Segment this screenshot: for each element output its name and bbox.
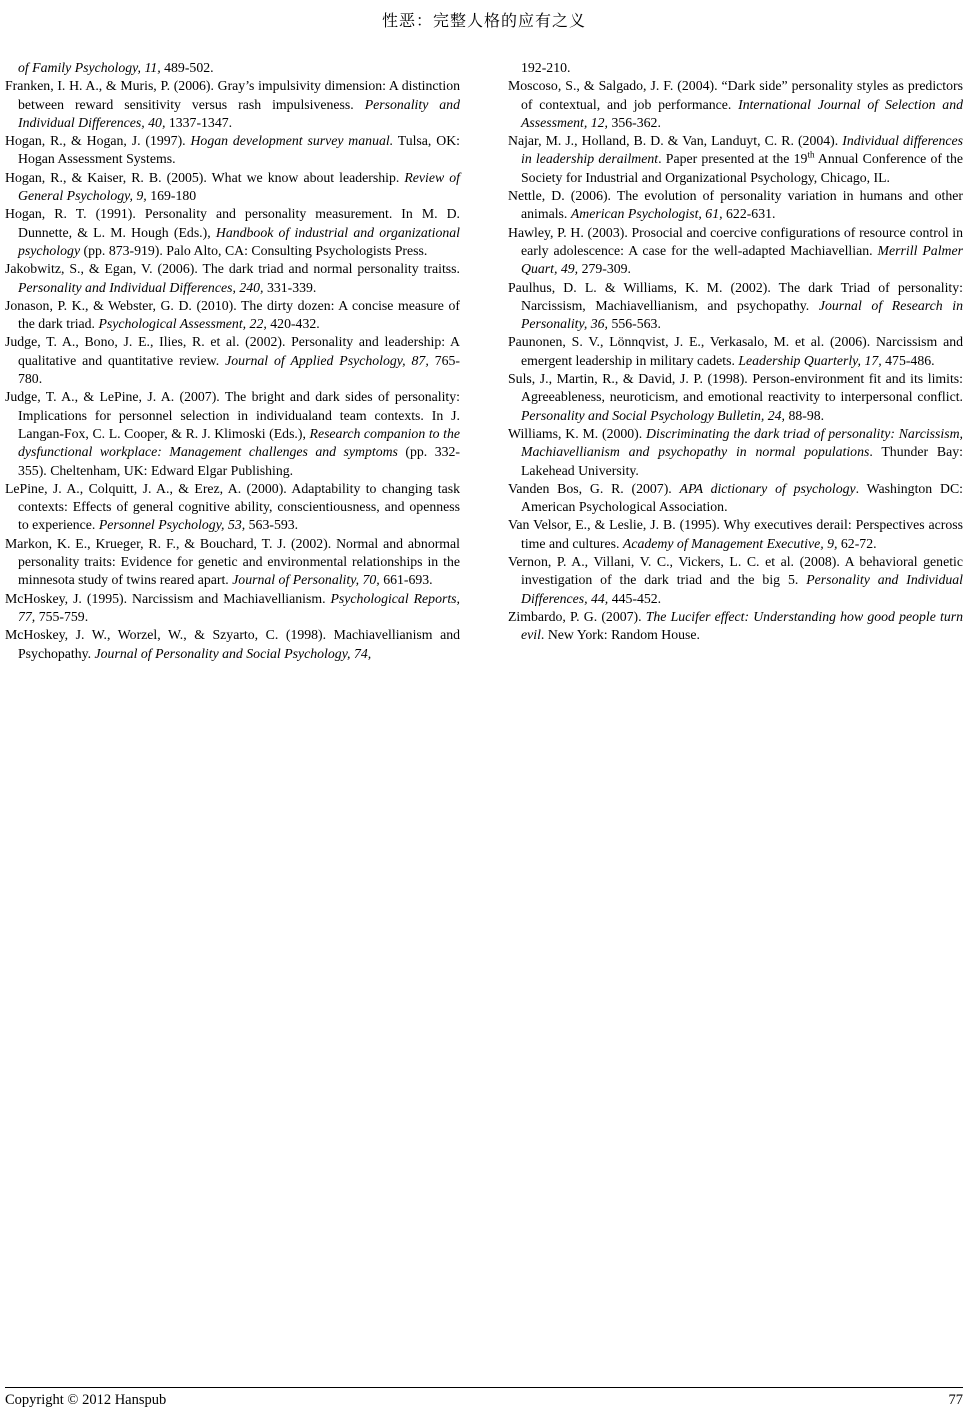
- reference-text: (pp. 873-919). Palo Alto, CA: Consulting Psychologists Press.: [80, 242, 428, 258]
- reference-entry: [508, 77, 963, 132]
- reference-entry: [508, 279, 963, 334]
- reference-text: 755-759.: [38, 608, 89, 624]
- reference-text: Paulhus, D. L. & Williams, K. M. (2002). The dark Triad of personality: Narcissism, Machiavellianism, and psychopathy.: [508, 279, 963, 313]
- reference-text: . Paper presented at the 19: [658, 151, 808, 167]
- reference-text: 475-486.: [885, 352, 935, 368]
- reference-entry: [5, 260, 460, 297]
- reference-text: Judge, T. A., Bono, J. E., Ilies, R. et al. (2002). Personality and leadership: A qualitative and quantitative review.: [5, 334, 460, 368]
- reference-text: Hawley, P. H. (2003). Prosocial and coercive configurations of resource control in early adolescence: A case for the well-adapted Machiavellian.: [508, 224, 963, 258]
- reference-text: 556-563.: [611, 316, 661, 332]
- reference-entry: [5, 132, 460, 169]
- reference-italic-text: Personnel Psychology, 53,: [98, 517, 249, 533]
- reference-text: Markon, K. E., Krueger, R. F., & Bouchard, T. J. (2002). Normal and abnormal personality traits: Evidence for genetic and environmental relationships in the minnesota study of twins reared apart.: [5, 535, 460, 588]
- reference-entry: [508, 425, 963, 480]
- reference-text: Paunonen, S. V., Lönnqvist, J. E., Verkasalo, M. et al. (2006). Narcissism and emergent leadership in military cadets.: [508, 334, 963, 368]
- reference-entry: [5, 626, 460, 663]
- reference-text: 622-631.: [726, 206, 776, 222]
- reference-entry: [508, 187, 963, 224]
- reference-entry: [5, 388, 460, 479]
- reference-entry: [508, 132, 963, 187]
- paper-title: 性恶：完整人格的应有之义: [381, 13, 586, 30]
- reference-text: 88-98.: [788, 407, 825, 423]
- reference-text: Hogan, R., & Kaiser, R. B. (2005). What we know about leadership.: [5, 169, 405, 185]
- reference-text: 192-210.: [521, 60, 571, 75]
- reference-text: . Thunder Bay: Lakehead University.: [521, 444, 963, 478]
- reference-text: Franken, I. H. A., & Muris, P. (2006). Gray’s impulsivity dimension: A distinction between reward sensitivity versus rash impulsiveness.: [5, 78, 460, 112]
- reference-italic-text: Leadership Quarterly, 17,: [738, 352, 886, 368]
- reference-entry: [5, 169, 460, 206]
- reference-entry: [5, 77, 460, 132]
- reference-text: 661-693.: [383, 572, 433, 588]
- reference-text: 169-180: [150, 188, 197, 204]
- reference-entry: [5, 535, 460, 590]
- reference-text: . New York: Random House.: [540, 627, 700, 643]
- reference-entry: [508, 608, 963, 645]
- reference-text: Tulsa, OK: Hogan Assessment Systems.: [18, 133, 460, 167]
- reference-entry: [508, 516, 963, 553]
- reference-text: (pp. 332-355). Cheltenham, UK: Edward Elgar Publishing.: [18, 444, 460, 478]
- reference-text: 1337-1347.: [168, 114, 233, 130]
- reference-entry: [5, 480, 460, 535]
- copyright-text: Copyright © 2012 Hanspub: [5, 1392, 167, 1408]
- footer-divider: [5, 1387, 963, 1388]
- reference-italic-text: International Journal of Selection and Assessment, 12,: [521, 96, 963, 130]
- reference-text: McHoskey, J. W., Worzel, W., & Szyarto, C. (1998). Machiavellianism and Psychopathy.: [5, 627, 460, 661]
- reference-italic-text: American Psychologist, 61,: [570, 206, 727, 222]
- reference-entry: [508, 370, 963, 425]
- reference-text: Najar, M. J., Holland, B. D. & Van, Landuyt, C. R. (2004).: [508, 133, 843, 149]
- reference-italic-text: Handbook of industrial and organizational psychology: [18, 224, 460, 258]
- reference-text: . Washington DC: American Psychological Association.: [521, 480, 963, 515]
- reference-italic-text: Journal of Personality, 70,: [232, 572, 384, 588]
- reference-text: LePine, J. A., Colquitt, J. A., & Erez, A. (2000). Adaptability to changing task contexts: Effects of general cognitive ability, conscientiousness, and openness to experience.: [5, 480, 460, 533]
- reference-italic-text: Research companion to the dysfunctional workplace: Management challenges and symptoms: [18, 425, 460, 460]
- reference-entry: [508, 59, 963, 77]
- reference-text: 331-339.: [266, 279, 317, 295]
- reference-text: 356-362.: [611, 114, 661, 130]
- reference-italic-text: Journal of Personality and Social Psychology, 74,: [94, 645, 372, 661]
- reference-text: th: [807, 149, 815, 160]
- reference-italic-text: Review of General Psychology, 9,: [18, 169, 460, 204]
- reference-text: Hogan, R., & Hogan, J. (1997).: [5, 133, 191, 149]
- reference-entry: [5, 205, 460, 260]
- references-section: [5, 59, 963, 663]
- reference-entry: [5, 59, 460, 77]
- reference-italic-text: Psychological Reports, 77,: [18, 590, 460, 624]
- reference-text: 563-593.: [248, 517, 299, 533]
- reference-text: McHoskey, J. (1995). Narcissism and Machiavellianism.: [5, 590, 331, 606]
- reference-text: Vernon, P. A., Villani, V. C., Vickers, L. C. et al. (2008). A behavioral genetic investigation of the dark triad and the big 5.: [508, 554, 963, 588]
- reference-text: Moscoso, S., & Salgado, J. F. (2004). “Dark side” personality styles as predictors of contextual, and job performance.: [508, 78, 963, 112]
- reference-text: 445-452.: [611, 590, 662, 606]
- reference-text: Williams, K. M. (2000).: [508, 425, 647, 441]
- reference-text: 420-432.: [270, 316, 320, 332]
- page-number: 77: [948, 1392, 963, 1408]
- page-header: [5, 8, 963, 31]
- reference-text: Suls, J., Martin, R., & David, J. P. (1998). Person-environment fit and its limits: Agreeableness, neuroticism, and emotional reactivity to interpersonal conflict.: [508, 371, 963, 405]
- reference-entry: [5, 333, 460, 388]
- reference-text: Hogan, R. T. (1991). Personality and personality measurement. In M. D. Dunnette, & L. M. Hough (Eds.),: [5, 206, 460, 240]
- reference-text: Judge, T. A., & LePine, J. A. (2007). The bright and dark sides of personality: Implications for personnel selection in individualand team contexts. In J. Langan-Fox, C. L. Cooper, & R. J. Klimoski (Eds.),: [5, 389, 460, 441]
- reference-italic-text: Journal of Research in Personality, 36,: [521, 297, 963, 332]
- reference-text: 489-502.: [164, 60, 214, 75]
- reference-italic-text: of Family Psychology, 11,: [18, 60, 165, 75]
- reference-italic-text: Hogan development survey manual.: [190, 133, 394, 149]
- reference-text: Zimbardo, P. G. (2007).: [508, 608, 646, 624]
- reference-text: Vanden Bos, G. R. (2007).: [508, 480, 680, 496]
- reference-text: 62-72.: [840, 535, 877, 551]
- reference-italic-text: Personality and Social Psychology Bulletin, 24,: [521, 407, 789, 423]
- reference-text: 279-309.: [581, 261, 631, 277]
- reference-italic-text: APA dictionary of psychology: [679, 480, 856, 496]
- reference-text: 765-780.: [18, 352, 461, 387]
- reference-entry: [508, 480, 963, 517]
- reference-entry: [5, 297, 460, 334]
- reference-entry: [508, 553, 963, 608]
- reference-italic-text: The Lucifer effect: Understanding how good people turn evil: [521, 608, 964, 643]
- footer-row: [5, 1392, 963, 1409]
- reference-entry: [5, 590, 460, 627]
- reference-italic-text: Merrill Palmer Quart, 49,: [521, 242, 963, 277]
- reference-entry: [508, 224, 963, 279]
- reference-italic-text: Psychological Assessment, 22,: [98, 316, 271, 332]
- reference-italic-text: Individual differences in leadership derailment: [521, 133, 963, 167]
- reference-italic-text: Academy of Management Executive, 9,: [622, 535, 841, 551]
- reference-text: Annual Conference of the Society for Industrial and Organizational Psychology, Chicago, IL.: [521, 151, 963, 185]
- reference-entry: [508, 333, 963, 370]
- reference-text: Jakobwitz, S., & Egan, V. (2006). The dark triad and normal personality traitss.: [5, 261, 460, 277]
- reference-italic-text: Personality and Individual Differences, 40,: [18, 96, 460, 130]
- reference-text: Jonason, P. K., & Webster, G. D. (2010). The dirty dozen: A concise measure of the dark triad.: [5, 297, 460, 332]
- reference-text: Nettle, D. (2006). The evolution of personality variation in humans and other animals.: [508, 188, 963, 222]
- references-right-column: [508, 59, 963, 663]
- references-left-column: [5, 59, 460, 663]
- reference-italic-text: Discriminating the dark triad of personality: Narcissism, Machiavellianism and psychopathy in normal populations: [521, 425, 963, 460]
- page-footer: [5, 1387, 963, 1409]
- reference-italic-text: Personality and Individual Differences, 44,: [521, 572, 963, 606]
- reference-italic-text: Personality and Individual Differences, 240,: [18, 279, 267, 295]
- reference-italic-text: Journal of Applied Psychology, 87,: [225, 352, 435, 368]
- reference-text: Van Velsor, E., & Leslie, J. B. (1995). Why executives derail: Perspectives across time and cultures.: [508, 517, 963, 551]
